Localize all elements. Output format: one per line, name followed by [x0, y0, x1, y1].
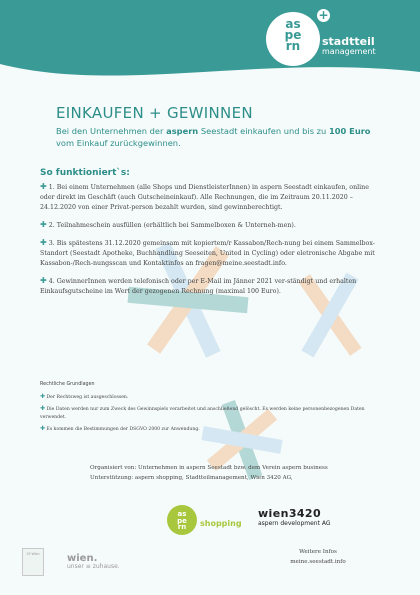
step-3: [40, 238, 382, 269]
brand-sub: management: [322, 47, 376, 56]
anniversary-badge: 25 Wien: [22, 548, 44, 576]
step-4: [40, 276, 382, 297]
legal-heading: Rechtliche Grundlagen: [40, 382, 95, 387]
intro-part-1: Bei den Unternehmen der: [56, 126, 167, 136]
plus-icon: ✚: [40, 393, 46, 400]
wien-logo: [67, 553, 120, 570]
header-band: [0, 0, 420, 86]
shop-logo-line-2: pe: [177, 516, 187, 525]
brand-name: stadtteil: [322, 35, 375, 48]
logo-line-1: as: [285, 17, 301, 31]
more-info-label: Weitere Infos: [299, 549, 337, 555]
plus-icon: ✚: [40, 220, 47, 229]
aspern-logo: [266, 12, 320, 66]
intro-aspern: aspern: [166, 126, 199, 136]
intro-text: [56, 125, 376, 149]
step-2-text: 2. Teilnahmeschein ausfüllen (erhältlich bei Sammelboxen & Unterneh-men).: [48, 222, 296, 229]
shop-logo-line-3: rn: [177, 523, 187, 531]
wien3420-logo: [258, 507, 331, 527]
more-info: [278, 547, 358, 567]
shop-logo-line-1: as: [177, 510, 187, 518]
logo-line-2: pe: [284, 28, 302, 42]
wien-logo-top: wien.: [67, 553, 98, 564]
legal-item-1-text: Der Rechtsweg ist ausgeschlossen.: [46, 395, 129, 400]
header-wave: [0, 54, 420, 94]
organizer-info: [90, 463, 390, 483]
stadtteil-brand: [322, 35, 376, 56]
legal-item-1: [40, 393, 370, 402]
step-1-text: 1. Bei einem Unternehmen (alle Shops und DienstleisterInnen) in aspern Seestadt einkaufen, online oder direkt im Geschäft (auch Gutscheineinkauf). Alle Rechnungen, die im Zeitraum 20.11.2020 – 24.12.2020 von einer Privat-person bezahlt wurden, sind gewinnberechtigt.: [40, 184, 369, 211]
plus-icon: ✚: [40, 238, 47, 247]
intro-amount: 100 Euro: [328, 126, 371, 136]
legal-item-2-text: Die Daten werden nur zum Zweck des Gewinnspiels verarbeitet und anschließend gelöscht. Es werden keine personenbezogenen Daten verwendet.: [40, 407, 365, 420]
step-3-text: 3. Bis spätestens 31.12.2020 gemeinsam mit kopiertem/r Kassabon/Rech-nung bei einem Sammelbox-Standort (Seestadt Apotheke, Buchhandlung Seeseiten, United in Cycling) oder eletronische Abgabe mit Kassabon-/Rech-nungsscan und Kontaktinfos an fragen@meine.seestadt.info.: [40, 240, 375, 267]
legal-list: [40, 393, 370, 437]
page-title: EINKAUFEN + GEWINNEN: [56, 104, 253, 122]
plus-icon: ✚: [40, 182, 47, 191]
shopping-label: shopping: [200, 519, 242, 528]
more-info-link[interactable]: meine.seestadt.info: [290, 559, 346, 565]
aspern-shopping-logo: [167, 505, 197, 535]
logo-plus-icon: +: [318, 8, 329, 22]
wien3420-name: wien3420: [258, 507, 322, 520]
plus-icon: ✚: [40, 405, 46, 412]
organizer-line-1: Organisiert von: Unternehmen in aspern Seestadt bzw. dem Verein aspern business: [90, 465, 328, 471]
step-4-text: 4. GewinnerInnen werden telefonisch oder per E-Mail im Jänner 2021 ver-ständigt und erhalten Einkaufsgutscheine im Wert der gezogenen Rechnung (maximal 100 Euro).: [40, 278, 357, 295]
legal-item-3-text: Es kommen die Bestimmungen der DSGVO 2000 zur Anwendung.: [46, 427, 200, 432]
wien-logo-bottom: unser ≡ zuhause.: [67, 563, 120, 570]
step-1: [40, 182, 382, 213]
plus-icon: ✚: [40, 276, 47, 285]
how-it-works-heading: So funktioniert`s:: [40, 168, 130, 178]
organizer-line-2: Unterstützung: aspern shopping, Stadtteilmanagement, Wien 3420 AG,: [90, 475, 293, 481]
plus-icon: ✚: [40, 425, 46, 432]
intro-part-2: Seestadt einkaufen und bis zu: [198, 126, 329, 136]
step-2: [40, 220, 382, 231]
logo-line-3: rn: [285, 39, 301, 53]
steps-list: [40, 182, 382, 304]
intro-part-3: vom Einkauf zurückgewinnen.: [56, 138, 181, 148]
legal-item-2: [40, 405, 370, 422]
wien3420-sub: aspern development AG: [258, 520, 331, 527]
legal-item-3: [40, 425, 370, 434]
